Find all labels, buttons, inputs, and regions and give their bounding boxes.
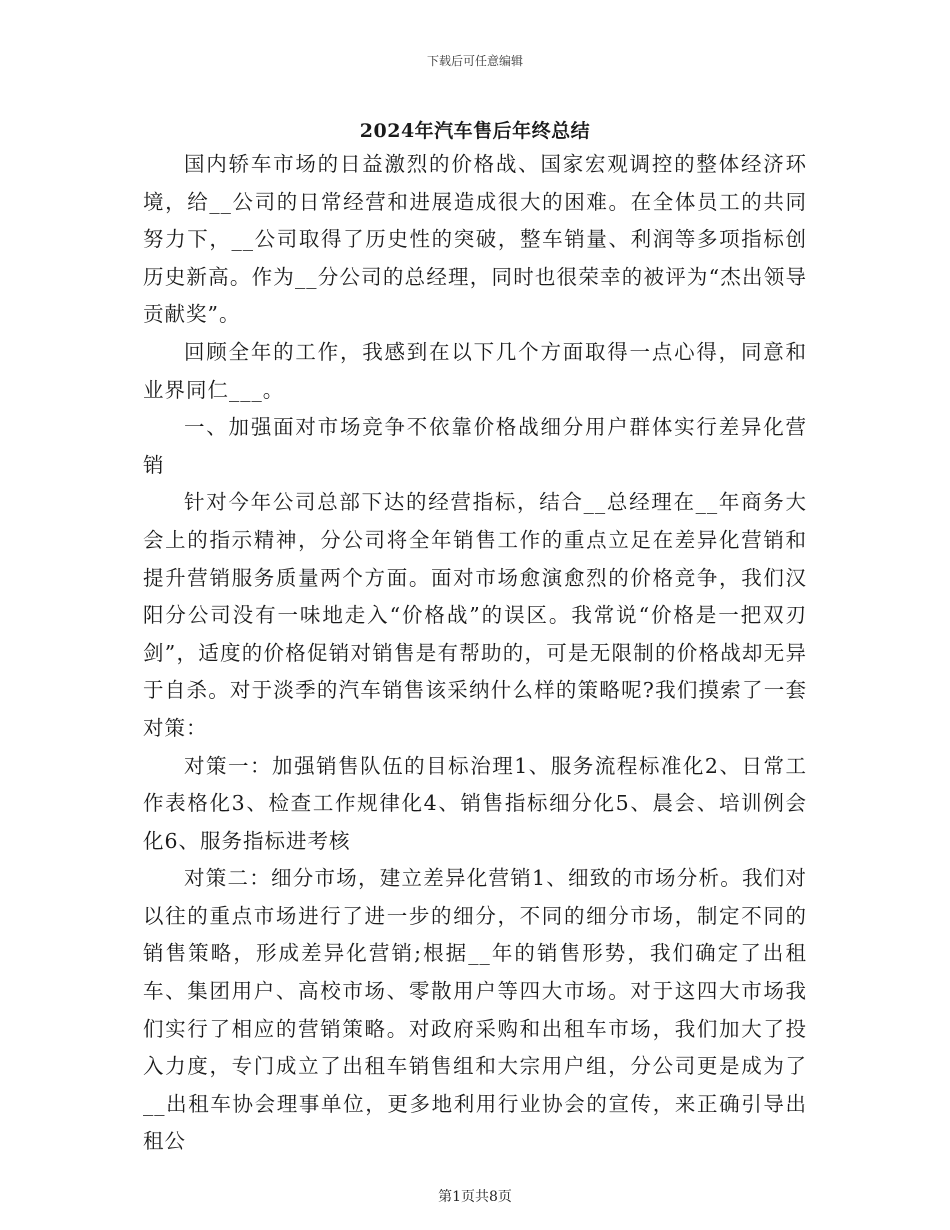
page-number: 第1页共8页 — [438, 1189, 512, 1205]
paragraph-strategy-2: 对策二：细分市场，建立差异化营销1、细致的市场分析。我们对以往的重点市场进行了进一步的细分，不同的细分市场，制定不同的销售策略，形成差异化营销;根据__年的销售形势，我们确定了出租车、集团用户、高校市场、零散用户等四大市场。对于这四大市场我们实行了相应的营销策略。对政府采购和出租车市场，我们加大了投入力度，专门成立了出租车销售组和大宗用户组，分公司更是成为了__出租车协会理事单位，更多地利用行业协会的宣传，来正确引导出租公 — [143, 866, 807, 1154]
page-header-note: 下载后可任意编辑 — [426, 54, 523, 68]
document-title: 2024年汽车售后年终总结 — [359, 120, 591, 142]
paragraph-review: 回顾全年的工作，我感到在以下几个方面取得一点心得，同意和业界同仁___。 — [143, 339, 807, 402]
paragraph-intro: 国内轿车市场的日益激烈的价格战、国家宏观调控的整体经济环境，给__公司的日常经营和进展造成很大的困难。在全体员工的共同努力下，__公司取得了历史性的突破，整车销量、利润等多项指标创历史新高。作为__分公司的总经理，同时也很荣幸的被评为“杰出领导贡献奖”。 — [143, 152, 807, 327]
paragraph-targets: 针对今年公司总部下达的经营指标，结合__总经理在__年商务大会上的指示精神，分公司将全年销售工作的重点立足在差异化营销和提升营销服务质量两个方面。面对市场愈演愈烈的价格竞争，我们汉阳分公司没有一味地走入“价格战”的误区。我常说“价格是一把双刃剑”，适度的价格促销对销售是有帮助的，可是无限制的价格战却无异于自杀。对于淡季的汽车销售该采纳什么样的策略呢?我们摸索了一套对策： — [143, 490, 807, 740]
document-body — [143, 146, 807, 1161]
paragraph-strategy-1: 对策一：加强销售队伍的目标治理1、服务流程标准化2、日常工作表格化3、检查工作规律化4、销售指标细分化5、晨会、培训例会化6、服务指标进考核 — [143, 753, 807, 853]
section-heading-1: 一、加强面对市场竞争不依靠价格战细分用户群体实行差异化营销 — [143, 415, 807, 477]
